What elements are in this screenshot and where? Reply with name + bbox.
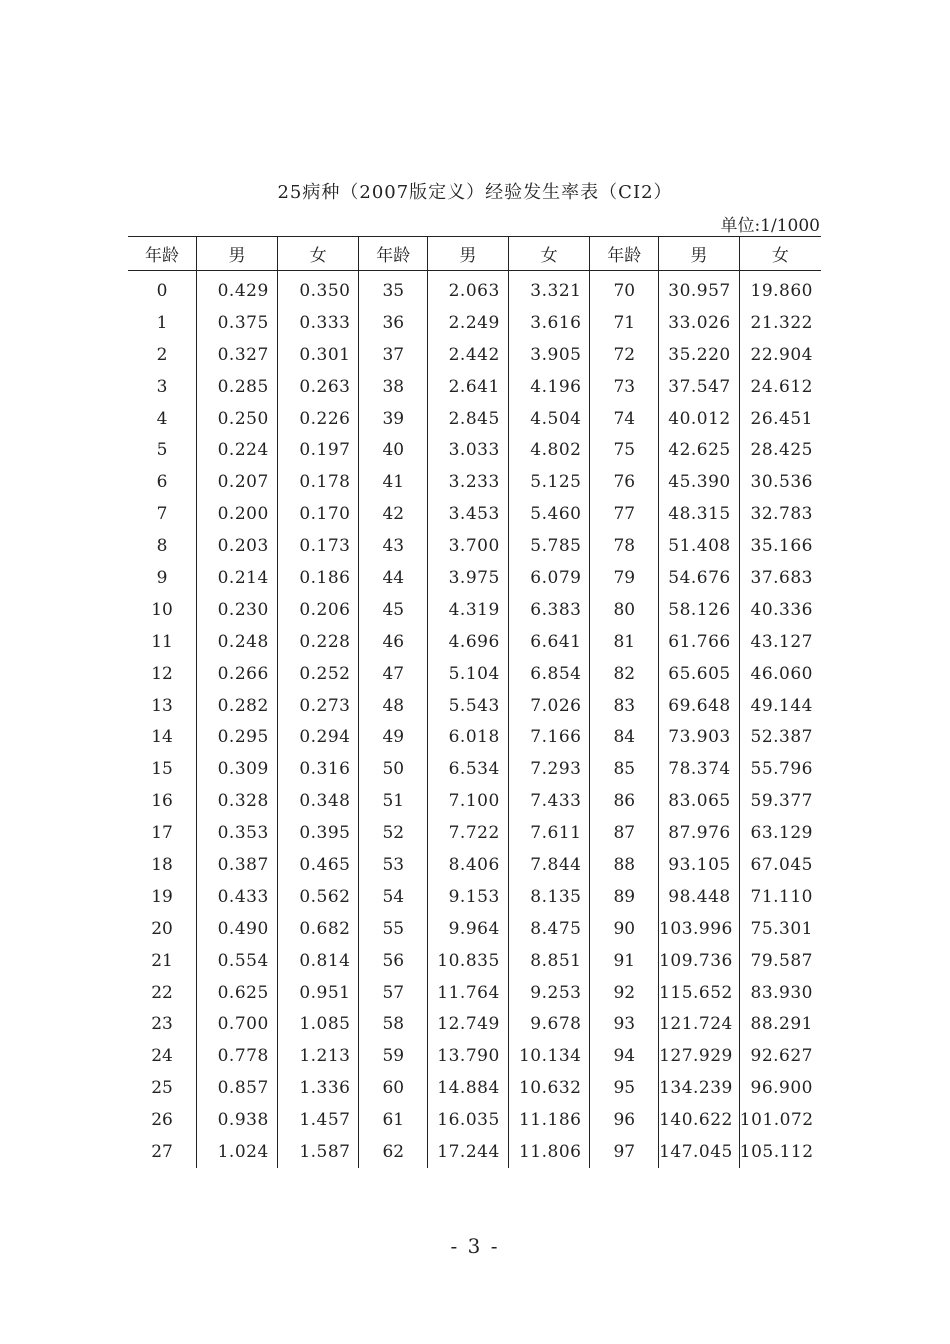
cell-female: 0.178 [277,466,359,498]
cell-age: 46 [359,626,428,658]
cell-female: 0.228 [277,626,359,658]
cell-male: 0.857 [197,1072,278,1104]
cell-age: 42 [359,498,428,530]
cell-female: 0.316 [277,753,359,785]
table-row [128,403,821,435]
cell-age: 4 [128,403,197,435]
table-row [128,1008,821,1040]
cell-female: 79.587 [750,950,813,971]
cell-male: 0.778 [197,1040,278,1072]
cell-male: 127.929 [659,1040,740,1072]
cell-female: 71.110 [750,886,813,907]
cell-male: 7.722 [428,817,509,849]
cell-age: 61 [359,1104,428,1136]
cell-female: 105.112 [739,1141,814,1162]
cell-age: 58 [359,1008,428,1040]
cell-female: 7.293 [508,753,590,785]
cell-age: 89 [590,881,659,913]
cell-female: 0.395 [277,817,359,849]
cell-female: 0.348 [277,785,359,817]
cell-male: 16.035 [428,1104,509,1136]
cell-female: 0.173 [277,530,359,562]
cell-female: 96.900 [750,1078,813,1099]
cell-female: 0.294 [277,721,359,753]
cell-age: 45 [359,594,428,626]
table-row [128,945,821,977]
cell-age: 37 [359,339,428,371]
cell-male: 5.543 [428,690,509,722]
cell-age: 27 [128,1136,197,1168]
table-row [128,977,821,1009]
cell-male: 0.295 [197,721,278,753]
cell-male: 9.964 [428,913,509,945]
cell-female: 28.425 [750,440,813,461]
cell-male: 40.012 [659,403,740,435]
table-row [128,498,821,530]
cell-male: 0.353 [197,817,278,849]
cell-female: 0.682 [277,913,359,945]
cell-age: 91 [590,945,659,977]
cell-age: 53 [359,849,428,881]
cell-age: 14 [128,721,197,753]
cell-age: 41 [359,466,428,498]
cell-age: 85 [590,753,659,785]
table-row [128,1072,821,1104]
cell-male: 8.406 [428,849,509,881]
cell-female: 63.129 [750,823,813,844]
cell-female: 0.186 [277,562,359,594]
cell-male: 9.153 [428,881,509,913]
cell-male: 98.448 [659,881,740,913]
cell-female: 7.433 [508,785,590,817]
cell-age: 40 [359,434,428,466]
cell-female: 4.504 [508,403,590,435]
table-row [128,785,821,817]
cell-male: 3.975 [428,562,509,594]
cell-male: 93.105 [659,849,740,881]
cell-female: 0.301 [277,339,359,371]
cell-female: 43.127 [750,631,813,652]
cell-female: 3.321 [508,271,590,307]
cell-female: 6.641 [508,626,590,658]
cell-male: 2.442 [428,339,509,371]
cell-male: 3.033 [428,434,509,466]
cell-age: 84 [590,721,659,753]
cell-female: 59.377 [750,791,813,812]
cell-male: 78.374 [659,753,740,785]
cell-age: 71 [590,307,659,339]
cell-age: 12 [128,658,197,690]
cell-female: 52.387 [750,727,813,748]
cell-age: 6 [128,466,197,498]
cell-female: 32.783 [750,504,813,525]
cell-female: 0.273 [277,690,359,722]
cell-female: 101.072 [739,1110,814,1131]
cell-age: 74 [590,403,659,435]
table-row [128,271,821,307]
cell-female: 6.383 [508,594,590,626]
cell-male: 35.220 [659,339,740,371]
cell-female: 11.806 [508,1136,590,1168]
cell-age: 49 [359,721,428,753]
cell-male: 69.648 [659,690,740,722]
cell-female: 37.683 [750,567,813,588]
cell-male: 0.375 [197,307,278,339]
cell-female: 30.536 [750,472,813,493]
cell-male: 7.100 [428,785,509,817]
cell-age: 51 [359,785,428,817]
cell-male: 3.700 [428,530,509,562]
cell-female: 0.951 [277,977,359,1009]
cell-female: 75.301 [750,918,813,939]
table-row [128,626,821,658]
cell-male: 14.884 [428,1072,509,1104]
cell-male: 4.696 [428,626,509,658]
cell-female: 35.166 [750,536,813,557]
cell-male: 0.214 [197,562,278,594]
cell-age: 73 [590,371,659,403]
table-row [128,721,821,753]
table-row [128,466,821,498]
cell-male: 0.224 [197,434,278,466]
cell-male: 0.490 [197,913,278,945]
cell-female: 24.612 [750,376,813,397]
cell-age: 54 [359,881,428,913]
cell-female: 83.930 [750,982,813,1003]
cell-female: 3.905 [508,339,590,371]
cell-female: 40.336 [750,599,813,620]
header-female: 女 [277,237,359,271]
cell-male: 48.315 [659,498,740,530]
cell-age: 56 [359,945,428,977]
cell-male: 73.903 [659,721,740,753]
cell-age: 83 [590,690,659,722]
cell-male: 2.249 [428,307,509,339]
cell-male: 2.063 [428,271,509,307]
cell-age: 50 [359,753,428,785]
cell-age: 20 [128,913,197,945]
cell-age: 52 [359,817,428,849]
cell-age: 38 [359,371,428,403]
cell-male: 11.764 [428,977,509,1009]
cell-age: 0 [128,271,197,307]
cell-female: 7.026 [508,690,590,722]
cell-male: 54.676 [659,562,740,594]
cell-male: 2.641 [428,371,509,403]
cell-age: 97 [590,1136,659,1168]
cell-female: 0.206 [277,594,359,626]
cell-female: 4.196 [508,371,590,403]
cell-female: 7.844 [508,849,590,881]
cell-age: 3 [128,371,197,403]
table-row [128,881,821,913]
cell-male: 65.605 [659,658,740,690]
cell-male: 83.065 [659,785,740,817]
cell-male: 1.024 [197,1136,278,1168]
cell-male: 115.652 [659,977,740,1009]
cell-female: 4.802 [508,434,590,466]
header-age: 年龄 [128,237,197,271]
cell-age: 88 [590,849,659,881]
cell-male: 0.207 [197,466,278,498]
cell-age: 21 [128,945,197,977]
cell-age: 79 [590,562,659,594]
cell-age: 9 [128,562,197,594]
cell-age: 36 [359,307,428,339]
table-row [128,690,821,722]
cell-age: 44 [359,562,428,594]
cell-age: 94 [590,1040,659,1072]
header-female: 女 [508,237,590,271]
cell-female: 7.611 [508,817,590,849]
cell-male: 30.957 [659,271,740,307]
cell-male: 58.126 [659,594,740,626]
header-age: 年龄 [359,237,428,271]
cell-male: 3.453 [428,498,509,530]
cell-female: 1.336 [277,1072,359,1104]
cell-female: 5.125 [508,466,590,498]
unit-label: 单位:1/1000 [720,216,820,236]
cell-male: 0.285 [197,371,278,403]
cell-male: 140.622 [659,1104,740,1136]
cell-female: 10.134 [508,1040,590,1072]
table-row [128,562,821,594]
cell-male: 0.387 [197,849,278,881]
cell-male: 134.239 [659,1072,740,1104]
cell-age: 96 [590,1104,659,1136]
cell-female: 26.451 [750,408,813,429]
cell-male: 0.282 [197,690,278,722]
cell-age: 39 [359,403,428,435]
cell-female: 6.854 [508,658,590,690]
cell-age: 72 [590,339,659,371]
cell-male: 0.554 [197,945,278,977]
cell-female: 5.785 [508,530,590,562]
cell-age: 15 [128,753,197,785]
cell-female: 49.144 [750,695,813,716]
cell-age: 70 [590,271,659,307]
cell-male: 17.244 [428,1136,509,1168]
cell-male: 147.045 [659,1136,740,1168]
cell-age: 25 [128,1072,197,1104]
cell-age: 18 [128,849,197,881]
cell-age: 1 [128,307,197,339]
cell-female: 1.587 [277,1136,359,1168]
cell-female: 1.085 [277,1008,359,1040]
cell-age: 7 [128,498,197,530]
cell-age: 87 [590,817,659,849]
cell-female: 0.226 [277,403,359,435]
cell-age: 11 [128,626,197,658]
cell-male: 87.976 [659,817,740,849]
cell-female: 22.904 [750,344,813,365]
table-row [128,817,821,849]
cell-male: 42.625 [659,434,740,466]
cell-age: 62 [359,1136,428,1168]
cell-age: 22 [128,977,197,1009]
cell-age: 48 [359,690,428,722]
cell-male: 37.547 [659,371,740,403]
cell-male: 4.319 [428,594,509,626]
cell-male: 0.230 [197,594,278,626]
table-row [128,753,821,785]
cell-age: 43 [359,530,428,562]
cell-male: 0.200 [197,498,278,530]
cell-female: 5.460 [508,498,590,530]
cell-age: 75 [590,434,659,466]
cell-male: 0.250 [197,403,278,435]
cell-age: 76 [590,466,659,498]
cell-age: 10 [128,594,197,626]
cell-male: 0.328 [197,785,278,817]
table-row [128,658,821,690]
page-number: - 3 - [450,1234,500,1258]
cell-age: 86 [590,785,659,817]
cell-male: 6.018 [428,721,509,753]
cell-female: 0.170 [277,498,359,530]
cell-female: 8.851 [508,945,590,977]
header-male: 男 [428,237,509,271]
cell-male: 0.938 [197,1104,278,1136]
cell-female: 0.465 [277,849,359,881]
cell-male: 103.996 [659,913,740,945]
cell-age: 19 [128,881,197,913]
table-row [128,530,821,562]
cell-female: 1.457 [277,1104,359,1136]
table-row [128,307,821,339]
cell-male: 5.104 [428,658,509,690]
cell-female: 0.814 [277,945,359,977]
cell-male: 109.736 [659,945,740,977]
header-male: 男 [197,237,278,271]
cell-age: 59 [359,1040,428,1072]
cell-female: 55.796 [750,759,813,780]
cell-age: 82 [590,658,659,690]
table-row [128,913,821,945]
cell-female: 9.253 [508,977,590,1009]
cell-female: 0.333 [277,307,359,339]
cell-male: 0.433 [197,881,278,913]
cell-male: 121.724 [659,1008,740,1040]
cell-female: 10.632 [508,1072,590,1104]
table-row [128,1040,821,1072]
cell-age: 5 [128,434,197,466]
cell-male: 51.408 [659,530,740,562]
cell-male: 33.026 [659,307,740,339]
cell-age: 16 [128,785,197,817]
cell-female: 11.186 [508,1104,590,1136]
cell-male: 0.266 [197,658,278,690]
table-row [128,594,821,626]
header-male: 男 [659,237,740,271]
cell-male: 2.845 [428,403,509,435]
cell-female: 21.322 [750,312,813,333]
cell-female: 92.627 [750,1046,813,1067]
cell-male: 45.390 [659,466,740,498]
cell-age: 55 [359,913,428,945]
table-row [128,339,821,371]
cell-age: 35 [359,271,428,307]
cell-age: 23 [128,1008,197,1040]
cell-female: 0.197 [277,434,359,466]
cell-age: 13 [128,690,197,722]
header-female: 女 [739,237,821,271]
cell-male: 13.790 [428,1040,509,1072]
cell-age: 92 [590,977,659,1009]
cell-female: 0.252 [277,658,359,690]
cell-age: 81 [590,626,659,658]
cell-male: 0.429 [197,271,278,307]
table-row [128,434,821,466]
cell-female: 8.475 [508,913,590,945]
cell-age: 78 [590,530,659,562]
cell-female: 7.166 [508,721,590,753]
cell-age: 2 [128,339,197,371]
cell-female: 0.263 [277,371,359,403]
cell-female: 9.678 [508,1008,590,1040]
cell-male: 0.327 [197,339,278,371]
table-row [128,1136,821,1168]
cell-age: 93 [590,1008,659,1040]
cell-male: 10.835 [428,945,509,977]
cell-age: 80 [590,594,659,626]
cell-female: 0.350 [277,271,359,307]
cell-female: 88.291 [750,1014,813,1035]
cell-age: 60 [359,1072,428,1104]
cell-age: 26 [128,1104,197,1136]
table-row [128,1104,821,1136]
cell-age: 95 [590,1072,659,1104]
cell-age: 77 [590,498,659,530]
table-title: 25病种（2007版定义）经验发生率表（CI2） [277,182,673,203]
cell-female: 6.079 [508,562,590,594]
cell-male: 0.203 [197,530,278,562]
cell-male: 0.248 [197,626,278,658]
cell-female: 3.616 [508,307,590,339]
cell-male: 61.766 [659,626,740,658]
cell-age: 8 [128,530,197,562]
cell-male: 3.233 [428,466,509,498]
cell-female: 0.562 [277,881,359,913]
cell-male: 12.749 [428,1008,509,1040]
header-row [128,237,821,271]
cell-age: 57 [359,977,428,1009]
cell-female: 67.045 [750,854,813,875]
cell-female: 1.213 [277,1040,359,1072]
table-row [128,371,821,403]
cell-female: 8.135 [508,881,590,913]
cell-female: 46.060 [750,663,813,684]
table-row [128,849,821,881]
cell-male: 0.309 [197,753,278,785]
cell-male: 0.625 [197,977,278,1009]
cell-age: 90 [590,913,659,945]
cell-age: 17 [128,817,197,849]
cell-female: 19.860 [750,280,813,301]
cell-age: 47 [359,658,428,690]
cell-age: 24 [128,1040,197,1072]
header-age: 年龄 [590,237,659,271]
cell-male: 6.534 [428,753,509,785]
incidence-rate-table [128,236,821,1168]
cell-male: 0.700 [197,1008,278,1040]
